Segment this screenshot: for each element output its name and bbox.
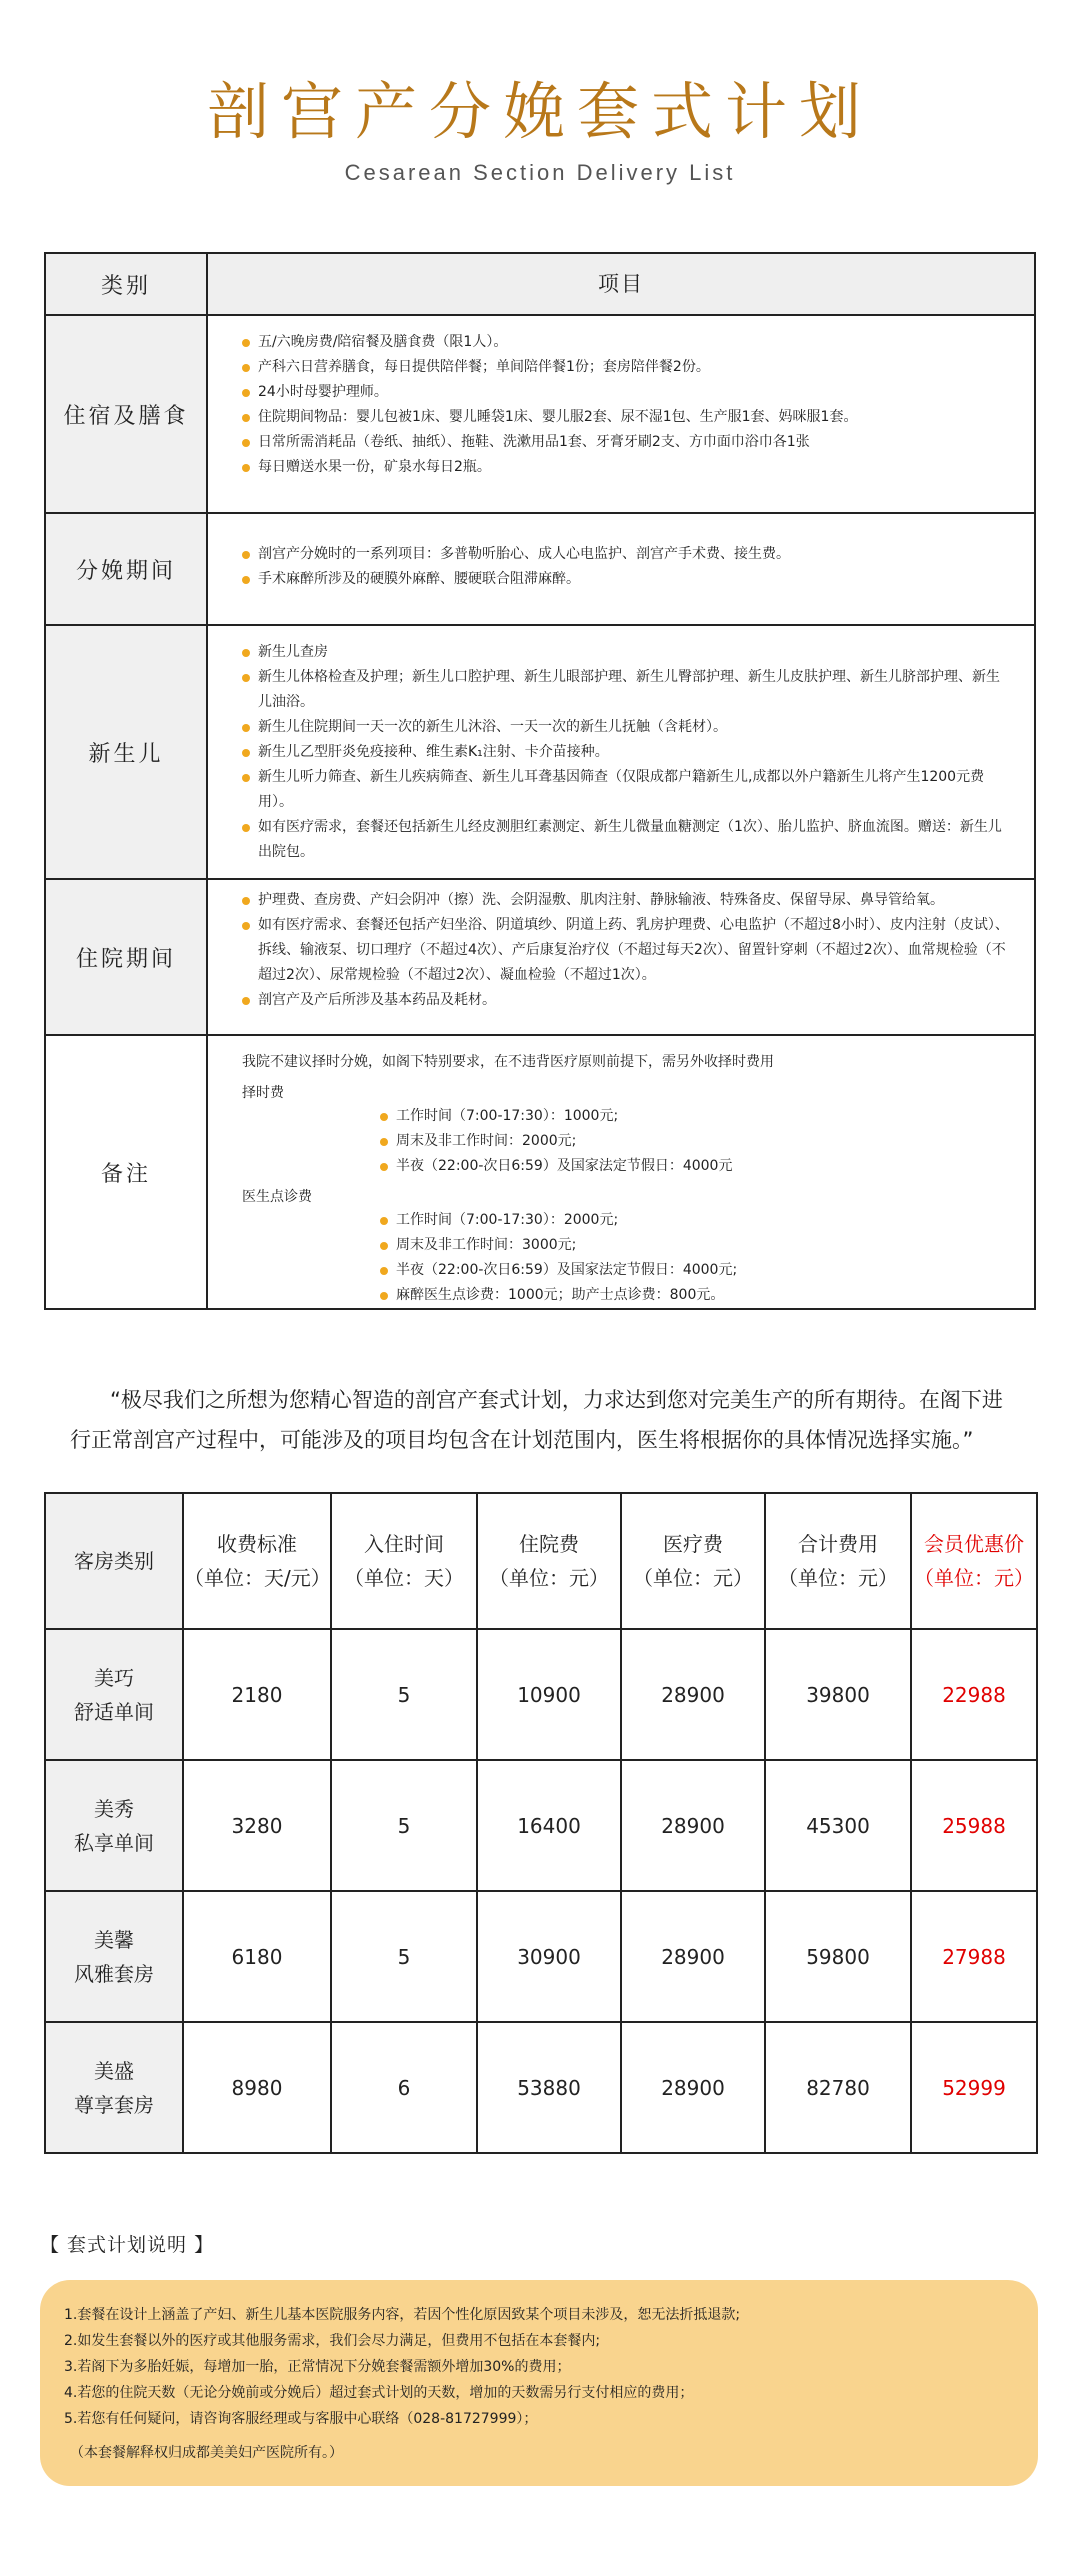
member-price-cell: 52999 bbox=[911, 2022, 1037, 2153]
total-cell: 59800 bbox=[765, 1891, 911, 2022]
days-cell: 6 bbox=[331, 2022, 477, 2153]
list-item: 新生儿乙型肝炎免疫接种、维生素K₁注射、卡介苗接种。 bbox=[242, 740, 1012, 765]
intro-quote: “极尽我们之所想为您精心智造的剖宫产套式计划，力求达到您对完美生产的所有期待。在阁下进行正常剖宫产过程中，可能涉及的项目均包含在计划范围内，医生将根据你的具体情况选择实施。” bbox=[70, 1388, 1003, 1452]
list-item: 日常所需消耗品（卷纸、抽纸）、拖鞋、洗漱用品1套、牙膏牙刷2支、方巾面巾浴巾各1张 bbox=[242, 430, 1012, 455]
category-cell: 备注 bbox=[46, 1036, 208, 1308]
category-cell: 新生儿 bbox=[46, 626, 208, 878]
medical-fee-cell: 28900 bbox=[621, 1760, 765, 1891]
rate-cell: 3280 bbox=[183, 1760, 331, 1891]
notes-label: 择时费 bbox=[242, 1085, 284, 1101]
item-list bbox=[242, 640, 1012, 865]
plan-note-line: 4.若您的住院天数（无论分娩前或分娩后）超过套式计划的天数，增加的天数需另行支付相应的费用； bbox=[64, 2385, 694, 2401]
notes-intro: 我院不建议择时分娩，如阁下特别要求，在不违背医疗原则前提下，需另外收择时费用 bbox=[242, 1054, 774, 1070]
item-list bbox=[242, 542, 1012, 592]
list-item: 半夜（22:00-次日6:59）及国家法定节假日：4000元; bbox=[380, 1258, 1012, 1283]
total-cell: 45300 bbox=[765, 1760, 911, 1891]
plan-notes-title: 【 套式计划说明 】 bbox=[40, 2234, 215, 2256]
plan-note-line: 1.套餐在设计上涵盖了产妇、新生儿基本医院服务内容，若因个性化原因致某个项目未涉及，恕无法折抵退款; bbox=[64, 2307, 741, 2323]
plan-note-line: 5.若您有任何疑问，请咨询客服经理或与客服中心联络（028-81727999）； bbox=[64, 2411, 538, 2427]
table-row bbox=[45, 1891, 1037, 2022]
list-item: 半夜（22:00-次日6:59）及国家法定节假日：4000元 bbox=[380, 1154, 1012, 1179]
column-header: 收费标准 （单位：天/元） bbox=[183, 1493, 331, 1629]
member-price-cell: 22988 bbox=[911, 1629, 1037, 1760]
item-list bbox=[242, 888, 1012, 1013]
room-type-cell: 美盛 尊享套房 bbox=[45, 2022, 183, 2153]
rate-cell: 8980 bbox=[183, 2022, 331, 2153]
package-items-table bbox=[44, 252, 1036, 1310]
list-item: 如有医疗需求、套餐还包括产妇坐浴、阴道填纱、阴道上药、乳房护理费、心电监护（不超过8小时）、皮内注射（皮试）、拆线、输液泵、切口理疗（不超过4次）、产后康复治疗仪（不超过每天2次）、留置针穿刺（不超过2次）、血常规检验（不超过2次）、尿常规检验（不超过2次）、凝血检验（不超过1次）。 bbox=[242, 913, 1012, 988]
column-header: 合计费用 （单位：元） bbox=[765, 1493, 911, 1629]
list-item: 新生儿查房 bbox=[242, 640, 1012, 665]
list-item: 新生儿体格检查及护理；新生儿口腔护理、新生儿眼部护理、新生儿臀部护理、新生儿皮肤护理、新生儿脐部护理、新生儿油浴。 bbox=[242, 665, 1012, 715]
item-list bbox=[242, 330, 1012, 480]
list-item: 住院期间物品：婴儿包被1床、婴儿睡袋1床、婴儿服2套、尿不湿1包、生产服1套、妈咪服1套。 bbox=[242, 405, 1012, 430]
notes-row bbox=[46, 1034, 1034, 1308]
list-item: 新生儿听力筛查、新生儿疾病筛查、新生儿耳聋基因筛查（仅限成都户籍新生儿,成都以外户籍新生儿将产生1200元费用）。 bbox=[242, 765, 1012, 815]
list-item: 剖宫产及产后所涉及基本药品及耗材。 bbox=[242, 988, 1012, 1013]
items-header: 项目 bbox=[208, 254, 1034, 314]
column-header: 入住时间 （单位：天） bbox=[331, 1493, 477, 1629]
notes-label: 医生点诊费 bbox=[242, 1189, 312, 1205]
total-cell: 39800 bbox=[765, 1629, 911, 1760]
stay-fee-cell: 10900 bbox=[477, 1629, 621, 1760]
list-item: 周末及非工作时间：3000元; bbox=[380, 1233, 1012, 1258]
medical-fee-cell: 28900 bbox=[621, 2022, 765, 2153]
category-header: 类别 bbox=[46, 254, 208, 314]
list-item: 新生儿住院期间一天一次的新生儿沐浴、一天一次的新生儿抚触（含耗材）。 bbox=[242, 715, 1012, 740]
item-list bbox=[380, 1104, 1012, 1179]
stay-fee-cell: 30900 bbox=[477, 1891, 621, 2022]
days-cell: 5 bbox=[331, 1891, 477, 2022]
table-row bbox=[45, 1629, 1037, 1760]
category-cell: 分娩期间 bbox=[46, 514, 208, 624]
list-item: 工作时间（7:00-17:30）：1000元; bbox=[380, 1104, 1012, 1129]
list-item: 24小时母婴护理师。 bbox=[242, 380, 1012, 405]
plan-note-line: 2.如发生套餐以外的医疗或其他服务需求，我们会尽力满足，但费用不包括在本套餐内; bbox=[64, 2333, 601, 2349]
plan-note-line: （本套餐解释权归成都美美妇产医院所有。） bbox=[70, 2445, 343, 2461]
list-item: 剖宫产分娩时的一系列项目：多普勒听胎心、成人心电监护、剖宫产手术费、接生费。 bbox=[242, 542, 1012, 567]
table-row bbox=[45, 1760, 1037, 1891]
table-row bbox=[46, 878, 1034, 1034]
rate-cell: 6180 bbox=[183, 1891, 331, 2022]
item-list bbox=[380, 1208, 1012, 1308]
table-row bbox=[46, 512, 1034, 624]
pricing-table bbox=[44, 1492, 1038, 2154]
room-type-cell: 美秀 私享单间 bbox=[45, 1760, 183, 1891]
table-header-row bbox=[46, 254, 1034, 314]
column-header: 客房类别 bbox=[45, 1493, 183, 1629]
list-item: 工作时间（7:00-17:30）：2000元; bbox=[380, 1208, 1012, 1233]
member-price-cell: 25988 bbox=[911, 1760, 1037, 1891]
member-price-cell: 27988 bbox=[911, 1891, 1037, 2022]
page-subtitle: Cesarean Section Delivery List bbox=[344, 160, 736, 185]
room-type-cell: 美巧 舒适单间 bbox=[45, 1629, 183, 1760]
list-item: 五/六晚房费/陪宿餐及膳食费（限1人）。 bbox=[242, 330, 1012, 355]
stay-fee-cell: 16400 bbox=[477, 1760, 621, 1891]
medical-fee-cell: 28900 bbox=[621, 1629, 765, 1760]
rate-cell: 2180 bbox=[183, 1629, 331, 1760]
room-type-cell: 美馨 风雅套房 bbox=[45, 1891, 183, 2022]
table-row bbox=[46, 624, 1034, 878]
list-item: 护理费、查房费、产妇会阴冲（擦）洗、会阴湿敷、肌肉注射、静脉输液、特殊备皮、保留导尿、鼻导管给氧。 bbox=[242, 888, 1012, 913]
list-item: 每日赠送水果一份，矿泉水每日2瓶。 bbox=[242, 455, 1012, 480]
table-header-row bbox=[45, 1493, 1037, 1629]
column-header: 会员优惠价 （单位：元） bbox=[911, 1493, 1037, 1629]
category-cell: 住宿及膳食 bbox=[46, 316, 208, 512]
list-item: 产科六日营养膳食，每日提供陪伴餐；单间陪伴餐1份；套房陪伴餐2份。 bbox=[242, 355, 1012, 380]
days-cell: 5 bbox=[331, 1629, 477, 1760]
table-row bbox=[46, 314, 1034, 512]
column-header: 医疗费 （单位：元） bbox=[621, 1493, 765, 1629]
list-item: 如有医疗需求，套餐还包括新生儿经皮测胆红素测定、新生儿微量血糖测定（1次）、胎儿监护、脐血流图。赠送：新生儿出院包。 bbox=[242, 815, 1012, 865]
table-row bbox=[45, 2022, 1037, 2153]
list-item: 麻醉医生点诊费：1000元；助产士点诊费：800元。 bbox=[380, 1283, 1012, 1308]
category-cell: 住院期间 bbox=[46, 880, 208, 1034]
list-item: 周末及非工作时间：2000元; bbox=[380, 1129, 1012, 1154]
column-header: 住院费 （单位：元） bbox=[477, 1493, 621, 1629]
total-cell: 82780 bbox=[765, 2022, 911, 2153]
medical-fee-cell: 28900 bbox=[621, 1891, 765, 2022]
stay-fee-cell: 53880 bbox=[477, 2022, 621, 2153]
page-title: 剖宫产分娩套式计划 bbox=[206, 75, 873, 148]
days-cell: 5 bbox=[331, 1760, 477, 1891]
plan-note-line: 3.若阁下为多胎妊娠，每增加一胎，正常情况下分娩套餐需额外增加30%的费用； bbox=[64, 2359, 571, 2375]
list-item: 手术麻醉所涉及的硬膜外麻醉、腰硬联合阻滞麻醉。 bbox=[242, 567, 1012, 592]
plan-notes-box bbox=[40, 2280, 1038, 2486]
